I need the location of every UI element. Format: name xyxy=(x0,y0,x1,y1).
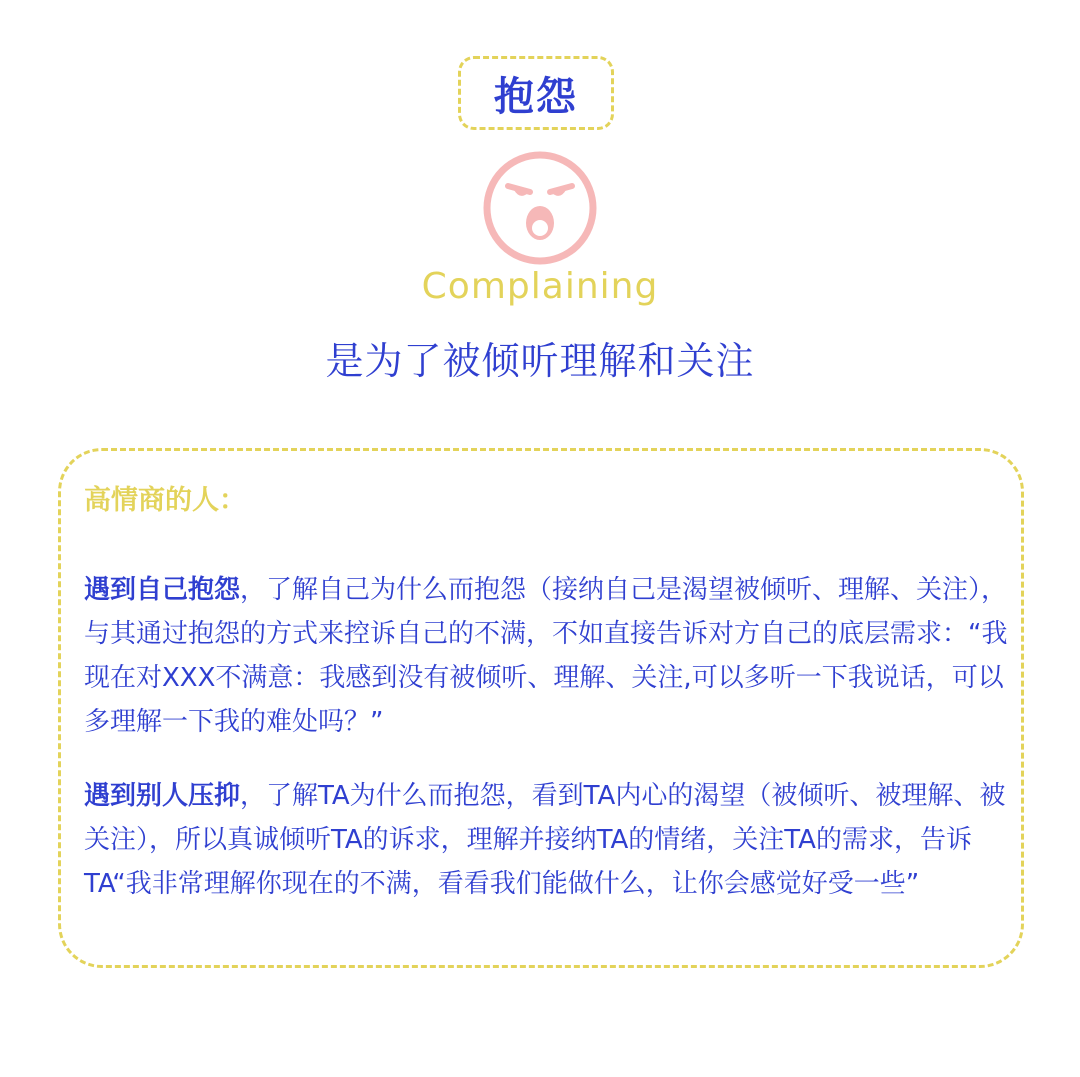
paragraph-lead: 遇到自己抱怨 xyxy=(84,575,241,605)
paragraph-others xyxy=(84,774,1024,906)
distressed-face-icon xyxy=(482,150,598,266)
subtitle: 是为了被倾听理解和关注 xyxy=(325,339,755,383)
card-heading: 高情商的人： xyxy=(84,485,246,516)
title-box xyxy=(458,56,614,130)
page-title: 抱怨 xyxy=(494,73,578,120)
paragraph-body: ，了解TA为什么而抱怨，看到TA内心的渴望（被倾听、被理解、被关注），所以真诚倾听TA的诉求，理解并接纳TA的情绪，关注TA的需求，告诉TA“我非常理解你现在的不满，看看我们能做什么，让你会感觉好受一些” xyxy=(84,781,1006,899)
paragraph-lead: 遇到别人压抑 xyxy=(84,781,241,811)
english-subtitle: Complaining xyxy=(421,266,659,307)
paragraph-self xyxy=(84,568,1024,744)
paragraph-body: ，了解自己为什么而抱怨（接纳自己是渴望被倾听、理解、关注），与其通过抱怨的方式来控诉自己的不满，不如直接告诉对方自己的底层需求：“我现在对XXX不满意：我感到没有被倾听、理解、关注,可以多听一下我说话，可以多理解一下我的难处吗？” xyxy=(84,575,1008,737)
